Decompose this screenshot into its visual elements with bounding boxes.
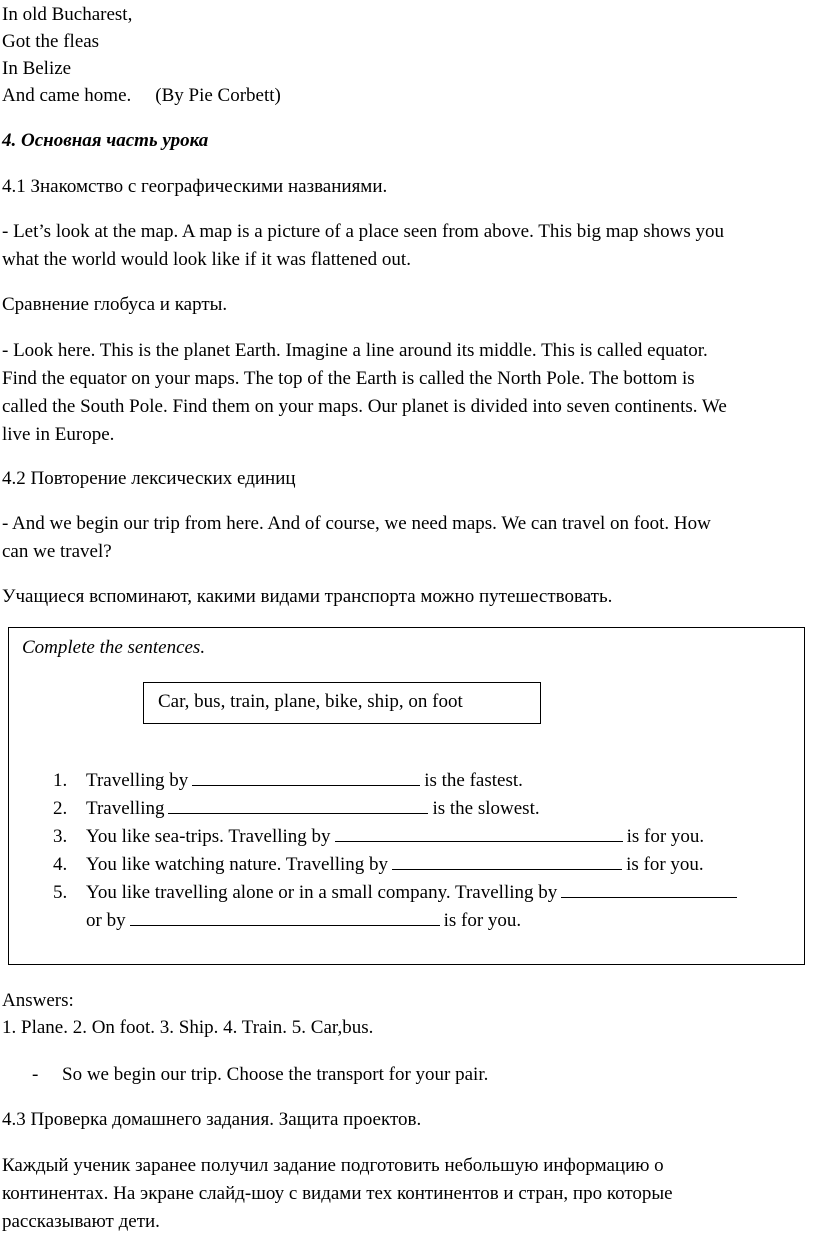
exercise-item-3-number: 3.	[53, 826, 68, 847]
exercise-item-3-before: You like sea-trips. Travelling by	[86, 826, 331, 847]
answer-blank-3[interactable]	[335, 823, 623, 842]
homework-paragraph-line-1: Каждый ученик заранее получил задание подготовить небольшую информацию о	[2, 1155, 664, 1176]
poem-line-2: Got the fleas	[2, 31, 100, 52]
exercise-item-2-before: Travelling	[86, 798, 165, 819]
map-paragraph-line-2: what the world would look like if it was flattened out.	[2, 249, 411, 270]
dash-bullet: -	[32, 1064, 39, 1085]
answer-blank-2[interactable]	[168, 795, 428, 814]
section-4-2-title: 4.2 Повторение лексических единиц	[2, 468, 296, 489]
poem-line-1: In old Bucharest,	[2, 4, 133, 25]
trip-instruction-text: So we begin our trip. Choose the transport for your pair.	[62, 1064, 489, 1085]
word-bank: Car, bus, train, plane, bike, ship, on foot	[143, 682, 541, 724]
exercise-item-1-after: is the fastest.	[424, 770, 523, 791]
poem-author: (By Pie Corbett)	[155, 85, 281, 106]
exercise-item-1-before: Travelling by	[86, 770, 189, 791]
answer-blank-5a[interactable]	[561, 879, 737, 898]
exercise-item-3	[86, 823, 704, 851]
exercise-item-5	[86, 879, 741, 907]
answer-blank-4[interactable]	[392, 851, 622, 870]
trip-paragraph-line-2: can we travel?	[2, 541, 112, 562]
exercise-item-5-cont-before: or by	[86, 910, 126, 931]
earth-paragraph-line-3: called the South Pole. Find them on your maps. Our planet is divided into seven continents. We	[2, 396, 727, 417]
earth-paragraph-line-2: Find the equator on your maps. The top of the Earth is called the North Pole. The bottom is	[2, 368, 695, 389]
exercise-item-4-number: 4.	[53, 854, 68, 875]
exercise-item-5-continued	[86, 907, 521, 935]
poem-line-4-text: And came home.	[2, 85, 132, 106]
earth-paragraph-line-1: - Look here. This is the planet Earth. Imagine a line around its middle. This is called equator.	[2, 340, 708, 361]
homework-paragraph-line-3: рассказывают дети.	[2, 1211, 160, 1232]
students-recall-text: Учащиеся вспоминают, какими видами транспорта можно путешествовать.	[2, 586, 613, 607]
answers-label: Answers:	[2, 990, 74, 1011]
poem-line-4	[2, 82, 281, 110]
answer-blank-1[interactable]	[192, 767, 420, 786]
trip-paragraph-line-1: - And we begin our trip from here. And of course, we need maps. We can travel on foot. How	[2, 513, 711, 534]
answers-text: 1. Plane. 2. On foot. 3. Ship. 4. Train. 5. Car,bus.	[2, 1017, 374, 1038]
homework-paragraph-line-2: континентах. На экране слайд-шоу с видами тех континентов и стран, про которые	[2, 1183, 673, 1204]
exercise-item-2	[86, 795, 540, 823]
exercise-item-5-before: You like travelling alone or in a small company. Travelling by	[86, 882, 558, 903]
section-4-3-title: 4.3 Проверка домашнего задания. Защита проектов.	[2, 1109, 422, 1130]
map-paragraph-line-1: - Let’s look at the map. A map is a picture of a place seen from above. This big map shows you	[2, 221, 725, 242]
exercise-item-3-after: is for you.	[626, 826, 705, 847]
exercise-item-4-before: You like watching nature. Travelling by	[86, 854, 389, 875]
exercise-item-4	[86, 851, 704, 879]
exercise-item-1	[86, 767, 523, 795]
exercise-box	[8, 627, 805, 965]
exercise-item-1-number: 1.	[53, 770, 68, 791]
globe-map-comparison: Сравнение глобуса и карты.	[2, 294, 228, 315]
answer-blank-5b[interactable]	[130, 907, 440, 926]
section-4-heading: 4. Основная часть урока	[2, 130, 209, 151]
exercise-item-2-number: 2.	[53, 798, 68, 819]
exercise-title: Complete the sentences.	[22, 637, 206, 658]
trip-instruction	[32, 1061, 488, 1089]
exercise-item-5-cont-after: is for you.	[443, 910, 522, 931]
exercise-item-2-after: is the slowest.	[432, 798, 540, 819]
exercise-item-4-after: is for you.	[626, 854, 704, 875]
section-4-1-title: 4.1 Знакомство с географическими названиями.	[2, 176, 388, 197]
earth-paragraph-line-4: live in Europe.	[2, 424, 115, 445]
poem-line-3: In Belize	[2, 58, 72, 79]
exercise-item-5-number: 5.	[53, 882, 68, 903]
